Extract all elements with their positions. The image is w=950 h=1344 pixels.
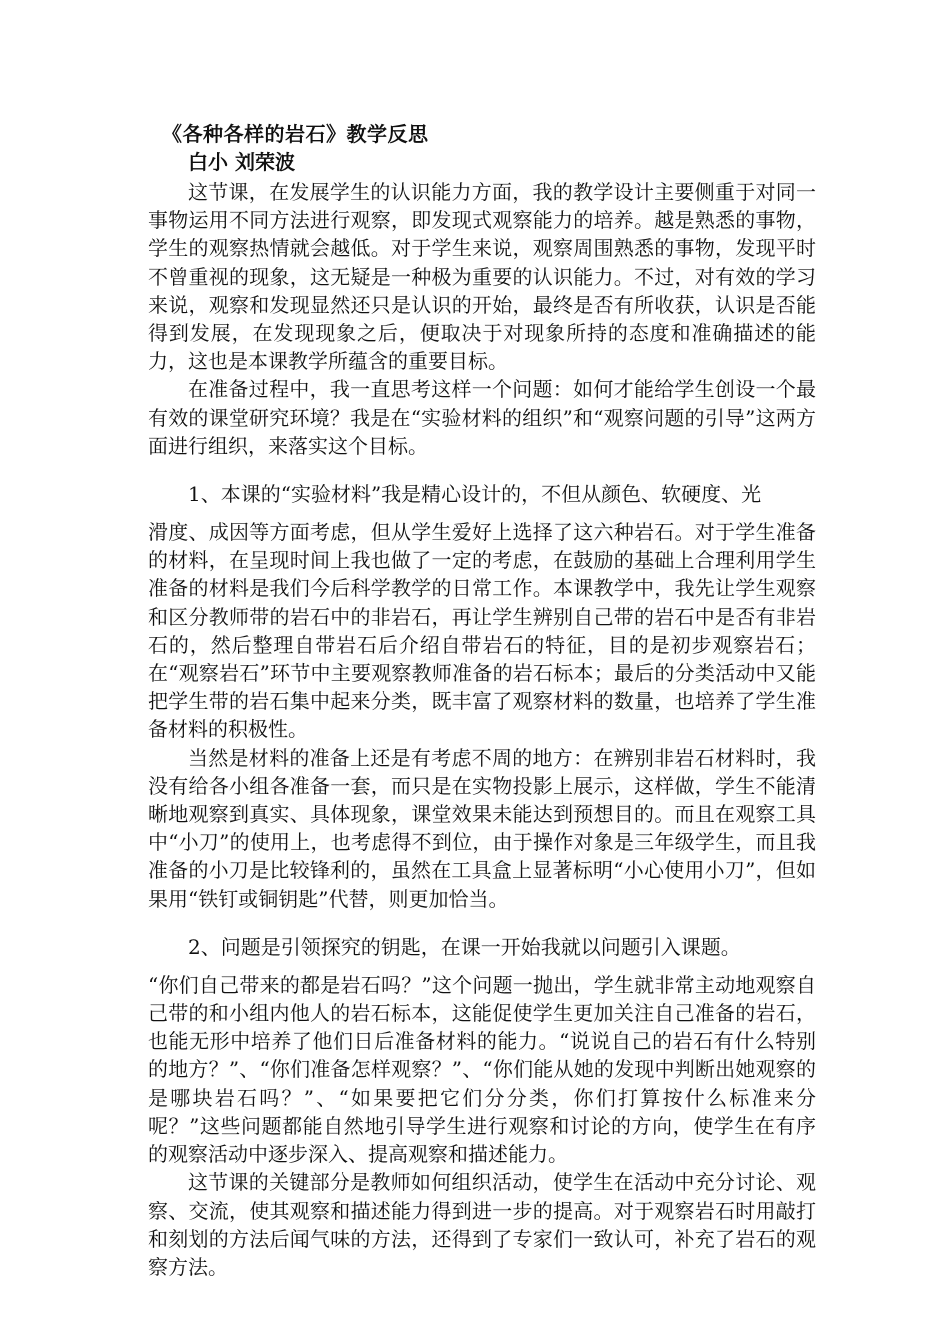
paragraph-point-1-body: 滑度、成因等方面考虑，但从学生爱好上选择了这六种岩石。对于学生准备的材料，在呈现时间上我也做了一定的考虑，在鼓励的基础上合理利用学生准备的材料是我们今后科学教学的日常工作。本课教学中，我先让学生观察和区分教师带的岩石中的非岩石，再让学生辨别自己带的岩石中是否有非岩石的，然后整理自带岩石后介绍自带岩石的特征，目的是初步观察岩石；在“观察岩石”环节中主要观察教师准备的岩石标本；最后的分类活动中又能把学生带的岩石集中起来分类，既丰富了观察材料的数量，也培养了学生准备材料的积极性。 (148, 520, 816, 742)
paragraph-shortcomings: 当然是材料的准备上还是有考虑不周的地方：在辨别非岩石材料时，我没有给各小组各准备一套，而只是在实物投影上展示，这样做，学生不能清晰地观察到真实、具体现象，课堂效果未能达到预想目的。而且在观察工具中“小刀”的使用上，也考虑得不到位，由于操作对象是三年级学生，而且我准备的小刀是比较锋利的，虽然在工具盒上显著标明“小心使用小刀”，但如果用“铁钉或铜钥匙”代替，则更加恰当。 (148, 745, 816, 911)
document-body (148, 120, 816, 1281)
paragraph-point-2-heading: 2、问题是引领探究的钥匙，在课一开始我就以问题引入课题。 (188, 934, 741, 959)
paragraph-preparation: 在准备过程中，我一直思考这样一个问题：如何才能给学生创设一个最有效的课堂研究环境？我是在“实验材料的组织”和“观察问题的引导”这两方面进行组织，来落实这个目标。 (148, 377, 816, 458)
document-author: 白小 刘荣波 (188, 150, 295, 174)
paragraph-point-2-body: “你们自己带来的都是岩石吗？”这个问题一抛出，学生就非常主动地观察自己带的和小组内他人的岩石标本，这能促使学生更加关注自己准备的岩石，也能无形中培养了他们日后准备材料的能力。“说说自己的岩石有什么特别的地方？”、“你们准备怎样观察？”、“你们能从她的发现中判断出她观察的是哪块岩石吗？”、“如果要把它们分分类，你们打算按什么标准来分呢？”这些问题都能自然地引导学生进行观察和讨论的方向，使学生在有序的观察活动中逐步深入、提高观察和描述能力。 (148, 972, 816, 1167)
document-title: 《各种各样的岩石》教学反思 (162, 122, 429, 146)
paragraph-intro: 这节课，在发展学生的认识能力方面，我的教学设计主要侧重于对同一事物运用不同方法进行观察，即发现式观察能力的培养。越是熟悉的事物，学生的观察热情就会越低。对于学生来说，观察周围熟悉的事物，发现平时不曾重视的现象，这无疑是一种极为重要的认识能力。不过，对有效的学习来说，观察和发现显然还只是认识的开始，最终是否有所收获，认识是否能得到发展，在发现现象之后，便取决于对现象所持的态度和准确描述的能力，这也是本课教学所蕴含的重要目标。 (148, 180, 816, 374)
paragraph-conclusion: 这节课的关键部分是教师如何组织活动，使学生在活动中充分讨论、观察、交流，使其观察和描述能力得到进一步的提高。对于观察岩石时用敲打和刻划的方法后闻气味的方法，还得到了专家们一致认可，补充了岩石的观察方法。 (148, 1170, 816, 1279)
paragraph-point-1-heading: 1、本课的“实验材料”我是精心设计的，不但从颜色、软硬度、光 (188, 482, 762, 507)
